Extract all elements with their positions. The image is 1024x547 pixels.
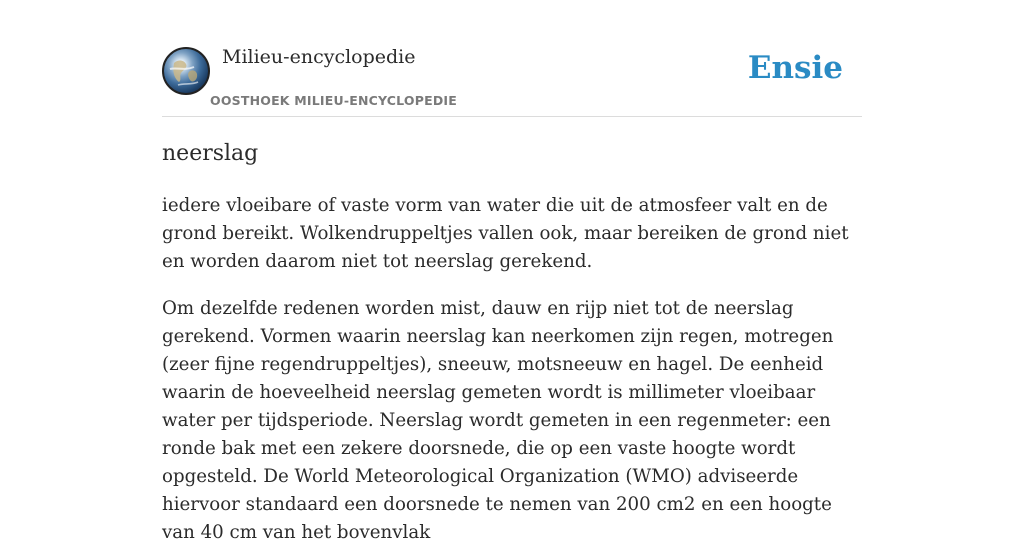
- earth-globe-icon[interactable]: [162, 47, 210, 95]
- article-paragraph: iedere vloeibare of vaste vorm van water die uit de atmosfeer valt en de grond bereikt. Wolkendruppeltjes vallen ook, maar bereiken de grond niet en worden daarom niet tot neerslag gerekend.: [162, 195, 849, 272]
- brand-logo[interactable]: Ensie: [747, 50, 843, 86]
- site-subtitle[interactable]: OOSTHOEK MILIEU-ENCYCLOPEDIE: [210, 93, 457, 108]
- article-paragraph: Om dezelfde redenen worden mist, dauw en rijp niet tot de neerslag gerekend. Vormen waarin neerslag kan neerkomen zijn regen, motregen (zeer fijne regendruppeltjes), sneeuw, motsneeuw en hagel. De eenheid waarin de hoeveelheid neerslag gemeten wordt is millimeter vloeibaar water per tijdsperiode. Neerslag wordt gemeten in een regenmeter: een ronde bak met een zekere doorsnede, die op een vaste hoogte wordt opgesteld. De World Meteorological Organization (WMO) adviseerde hiervoor standaard een doorsnede te nemen van 200 cm2 en een hoogte van 40 cm van het bovenvlak: [162, 298, 834, 543]
- page: [162, 0, 862, 543]
- site-name[interactable]: Milieu-encyclopedie: [222, 46, 416, 68]
- article-title: neerslag: [162, 141, 259, 166]
- site-header: [162, 0, 862, 117]
